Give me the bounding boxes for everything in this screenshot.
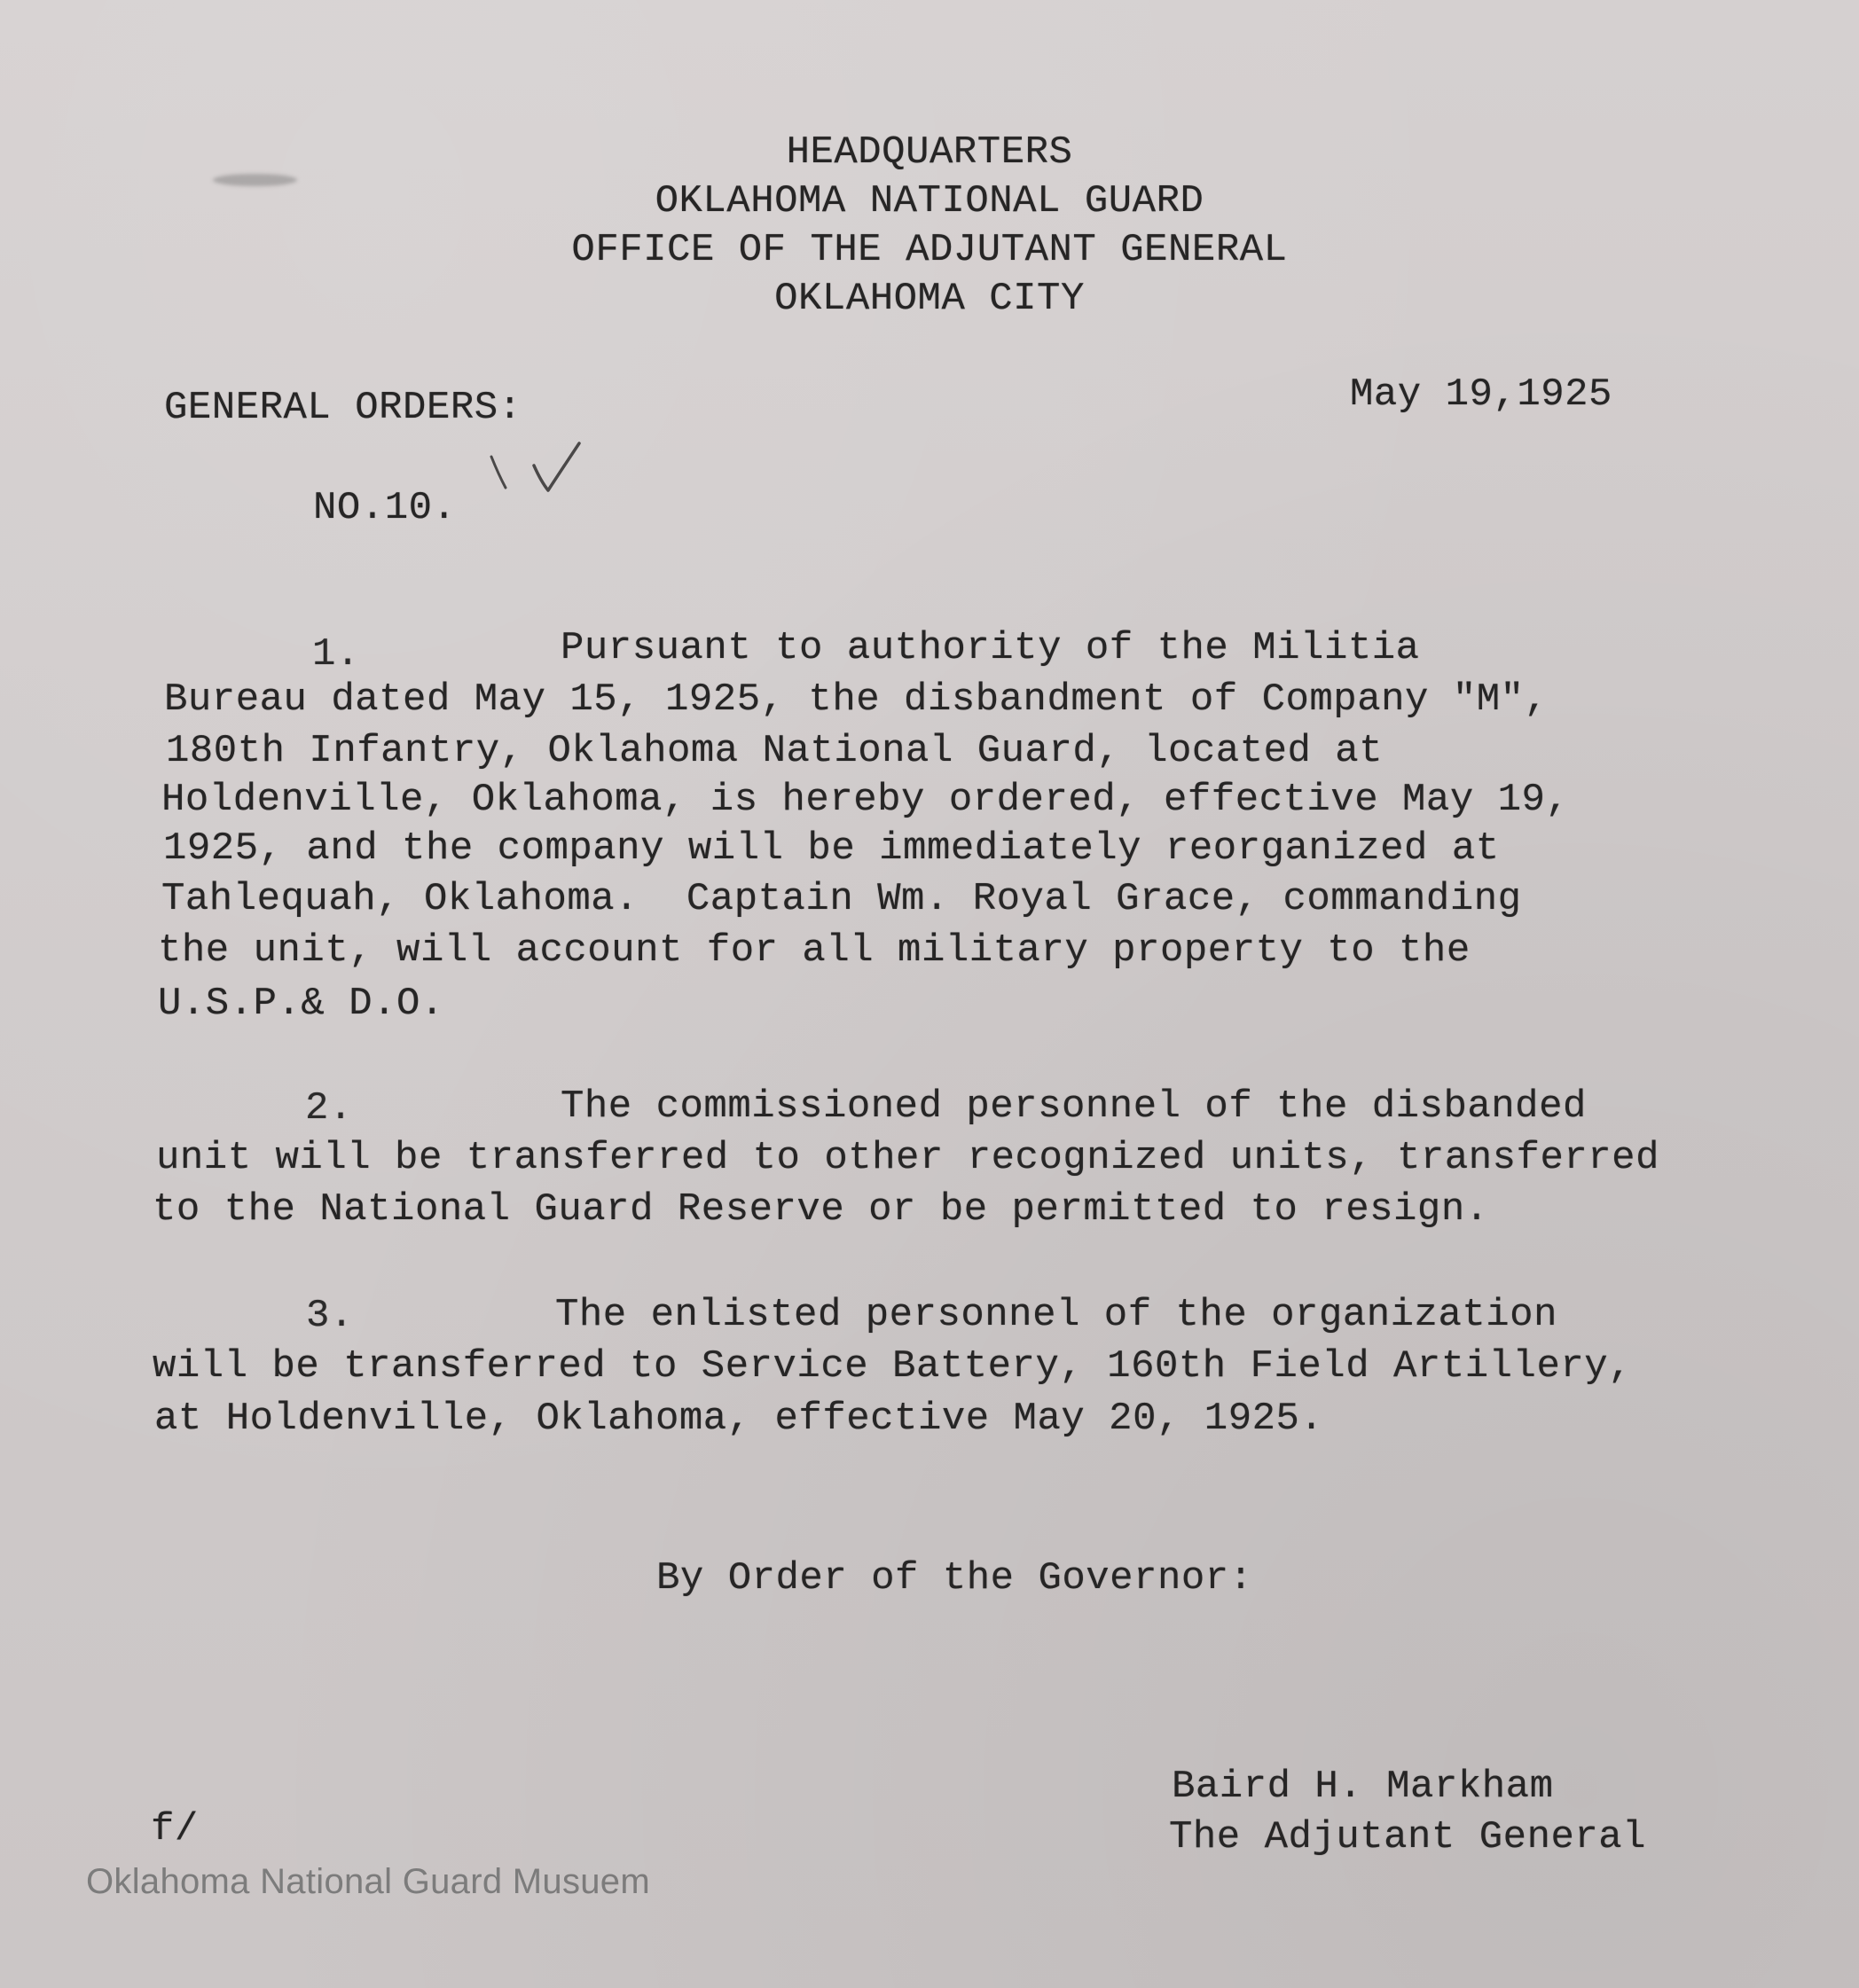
- paragraph-2-line-3: to the National Guard Reserve or be permitted to resign.: [153, 1187, 1489, 1232]
- file-mark: f/: [151, 1807, 199, 1851]
- paragraph-1-line-7: the unit, will account for all military property to the: [158, 928, 1471, 973]
- paragraph-1-line-5: 1925, and the company will be immediately reorganized at: [163, 826, 1500, 871]
- header-line-4: OKLAHOMA CITY: [774, 277, 1085, 321]
- paragraph-1-line-8: U.S.P.& D.O.: [158, 982, 444, 1026]
- header-line-3: OFFICE OF THE ADJUTANT GENERAL: [571, 228, 1288, 272]
- signer-title: The Adjutant General: [1169, 1815, 1647, 1859]
- order-number-value: 10.: [384, 486, 457, 530]
- paragraph-2-line-1: The commissioned personnel of the disbanded: [561, 1084, 1587, 1129]
- paragraph-3-line-2: will be transferred to Service Battery, 160th Field Artillery,: [153, 1344, 1633, 1389]
- paragraph-1-line-4: Holdenville, Oklahoma, is hereby ordered, effective May 19,: [161, 778, 1570, 822]
- paragraph-2-line-2: unit will be transferred to other recognized units, transferred: [156, 1136, 1659, 1180]
- order-number-prefix: NO.: [313, 486, 385, 530]
- header-line-1: HEADQUARTERS: [786, 130, 1073, 175]
- paragraph-1-line-6: Tahlequah, Oklahoma. Captain Wm. Royal Grace, commanding: [161, 877, 1522, 921]
- general-orders-label: GENERAL ORDERS:: [164, 386, 522, 430]
- paragraph-1-line-1: Pursuant to authority of the Militia: [561, 626, 1420, 670]
- header-line-2: OKLAHOMA NATIONAL GUARD: [655, 179, 1204, 223]
- museum-watermark: Oklahoma National Guard Musuem: [86, 1862, 650, 1901]
- order-number: [313, 486, 457, 530]
- order-date: May 19,1925: [1350, 372, 1612, 417]
- paragraph-2-number: 2.: [305, 1086, 353, 1131]
- by-order-of-governor: By Order of the Governor:: [656, 1556, 1253, 1601]
- check-mark-icon: [486, 439, 592, 536]
- paragraph-3-line-1: The enlisted personnel of the organization: [555, 1293, 1557, 1337]
- paragraph-3-line-3: at Holdenville, Oklahoma, effective May 20, 1925.: [154, 1397, 1324, 1441]
- paragraph-1-line-3: 180th Infantry, Oklahoma National Guard, located at: [166, 729, 1384, 773]
- signer-name: Baird H. Markham: [1172, 1765, 1554, 1809]
- paragraph-1-line-2: Bureau dated May 15, 1925, the disbandment of Company "M",: [164, 677, 1549, 722]
- paragraph-1-number: 1.: [312, 632, 360, 677]
- paragraph-3-number: 3.: [306, 1294, 354, 1338]
- ink-smudge: [213, 174, 297, 186]
